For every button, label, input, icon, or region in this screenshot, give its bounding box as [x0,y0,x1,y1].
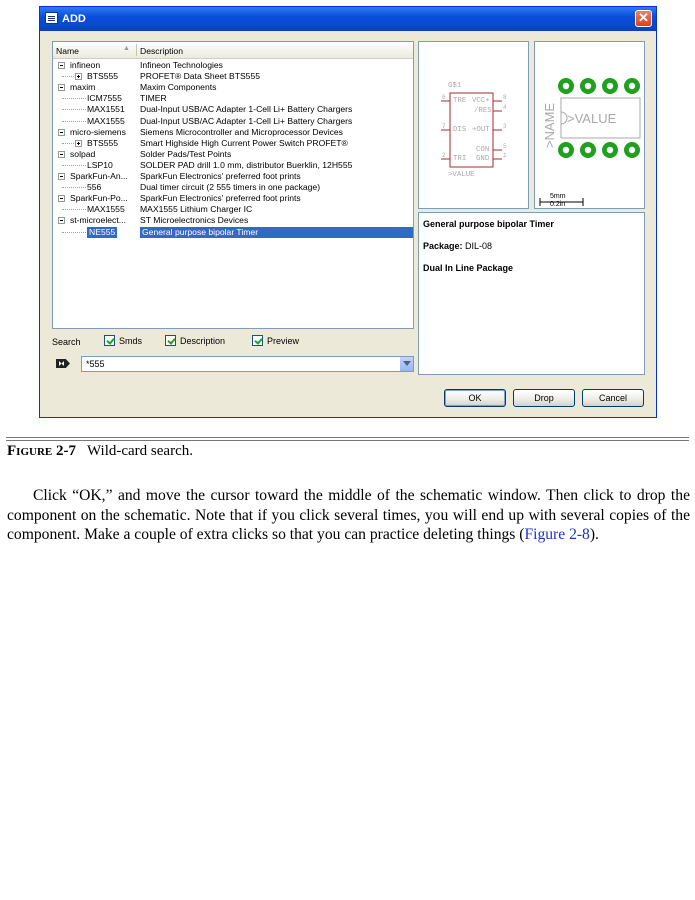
tree-row-name: maxim [70,82,96,93]
collapse-icon[interactable] [58,84,65,91]
collapse-icon[interactable] [58,129,65,136]
chevron-down-icon[interactable] [399,357,413,371]
drop-button[interactable]: Drop [513,389,575,407]
pin-label-tri: TRI [453,155,467,163]
column-header-description[interactable]: Description [140,46,183,56]
package-pad-drill [629,83,635,89]
description-title: General purpose bipolar Timer [423,219,554,229]
checkbox-checked-icon [252,335,263,346]
tree-row[interactable] [53,104,413,115]
tree-row-description: Dual-Input USB/AC Adapter 1-Cell Li+ Battery Chargers [140,104,353,115]
tree-row-description: ST Microelectronics Devices [140,215,249,226]
pin-label-tre: TRE [453,97,467,105]
tree-row-name: solpad [70,148,96,159]
package-pad-drill [563,83,569,89]
close-icon: ✕ [638,10,649,25]
tree-row[interactable] [53,71,413,82]
tree-row[interactable] [53,127,413,138]
cancel-button[interactable]: Cancel [582,389,644,407]
tree-row[interactable] [53,149,413,160]
tree-row-name: 556 [87,182,102,193]
tree-row[interactable] [53,93,413,104]
figure-number: Figure 2-7 [7,443,76,459]
checkbox-checked-icon [104,335,115,346]
scale-label-mm: 5mm [550,193,566,200]
caption-text: Wild-card search. [86,443,193,459]
paragraph-text: Click “OK,” and move the cursor toward the middle of the schematic window. Then click to drop the component on the schematic. Note that if you click several times, you will end up with several copies of the component. Make a couple of extra clicks so that you can practice deleting things ( [7,487,690,544]
collapse-icon[interactable] [58,62,65,69]
pin-number: 5 [503,143,507,150]
column-separator[interactable] [136,44,137,56]
package-pad-drill [563,147,569,153]
tree-connector [62,232,86,233]
pin-number: 7 [442,123,446,130]
figure-caption [7,443,193,460]
symbol-value: >VALUE [448,171,475,179]
package-long-name: Dual In Line Package [423,263,514,273]
smds-checkbox-label: Smds [119,336,143,346]
package-preview [534,41,645,209]
pin-number: 2 [442,152,446,159]
tree-row[interactable] [53,171,413,182]
scale-label-in: 0.2in [550,201,566,208]
collapse-icon[interactable] [58,195,65,202]
pin-number: 4 [503,104,507,111]
collapse-icon[interactable] [58,173,65,180]
tree-row-description: PROFET® Data Sheet BTS555 [140,71,261,82]
pin-label-vcc: VCC+ [472,97,490,105]
package-value: DIL-08 [465,241,493,251]
pin-number: 8 [503,94,507,101]
package-pad-drill [607,83,613,89]
tree-row[interactable] [53,215,413,226]
clear-search-icon[interactable] [56,359,70,368]
pin-label-res: /RES [474,107,492,115]
preview-checkbox-label: Preview [267,336,300,346]
package-pad-drill [585,147,591,153]
tree-row-name: SparkFun-Po... [70,193,128,204]
tree-row-description: Siemens Microcontroller and Microprocessor Devices [140,126,343,137]
tree-row-name: MAX1555 [87,204,125,215]
pin-label-out: +OUT [472,126,490,134]
package-name-label: >NAME [542,102,558,149]
tree-row-description: Dual-Input USB/AC Adapter 1-Cell Li+ Battery Chargers [140,115,353,126]
tree-row-name: BTS555 [87,137,119,148]
tree-row[interactable] [53,193,413,204]
description-panel [418,212,645,375]
tree-row-name: MAX1551 [87,104,125,115]
column-header-name[interactable]: Name [56,46,79,56]
tree-row-description: SOLDER PAD drill 1.0 mm, distributor Buerklin, 12H555 [140,159,353,170]
tree-row-name: BTS555 [87,71,119,82]
rule-bottom [6,440,689,441]
library-tree[interactable] [52,41,414,329]
search-input[interactable]: *555 [86,359,105,369]
collapse-icon[interactable] [58,217,65,224]
paragraph-tail: ). [589,526,599,544]
tree-row-description: MAX1555 Lithium Charger IC [140,204,253,215]
tree-connector [62,187,86,188]
package-value-label: >VALUE [567,111,617,126]
tree-row[interactable] [53,82,413,93]
pin-number: 6 [442,94,446,101]
description-checkbox-label: Description [180,336,226,346]
rule-top [6,437,689,438]
tree-connector [62,209,86,210]
tree-row[interactable] [53,204,413,215]
tree-row-description: TIMER [140,93,167,104]
pin-label-con: CON [476,146,490,154]
package-label: Package: [423,241,463,251]
pin-label-dis: DIS [453,126,467,134]
symbol-name: G$1 [448,82,462,90]
search-combobox[interactable] [81,356,414,372]
tree-row-description: Dual timer circuit (2 555 timers in one package) [140,182,321,193]
tree-row[interactable] [53,227,413,238]
tree-row-description: SparkFun Electronics' preferred foot prints [140,171,301,181]
tree-row-name: MAX1555 [87,115,125,126]
package-pad-drill [629,147,635,153]
tree-row-name: micro-siemens [70,126,126,137]
tree-row-name: SparkFun-An... [70,171,128,181]
tree-row-description: General purpose bipolar Timer [140,227,414,238]
window-icon [45,12,58,24]
dialog-titlebar[interactable] [40,7,656,31]
expand-icon[interactable] [75,73,82,80]
tree-row[interactable] [53,138,413,149]
pin-number: 1 [503,152,507,159]
pin-label-gnd: GND [476,155,490,163]
tree-row-description: Infineon Technologies [140,60,223,70]
tree-row-name: NE555 [89,226,116,237]
add-dialog [39,6,657,418]
sort-ascending-icon: ▲ [123,45,130,52]
tree-connector [62,76,74,77]
symbol-preview [418,41,529,209]
tree-row-description: Maxim Components [140,82,217,93]
ok-button[interactable]: OK [444,389,506,407]
expand-icon[interactable] [75,140,82,147]
tree-row-description: SparkFun Electronics' preferred foot prints [140,193,301,204]
tree-row-name: LSP10 [87,159,113,170]
pin-number: 3 [503,123,507,130]
tree-header [53,42,413,59]
tree-connector [62,109,86,110]
tree-row-name: st-microelect... [70,215,126,226]
tree-connector [62,143,74,144]
dialog-title: ADD [62,13,86,25]
figure-link[interactable]: Figure 2-8 [524,526,590,544]
tree-row-description: Smart Highside High Current Power Switch PROFET® [140,137,348,148]
tree-row[interactable] [53,60,413,71]
tree-row[interactable] [53,116,413,127]
tree-row-name: infineon [70,60,101,70]
checkbox-checked-icon [165,335,176,346]
tree-connector [62,165,86,166]
symbol-graphic [419,42,528,208]
tree-connector [62,121,86,122]
body-paragraph [7,486,690,545]
tree-connector [62,98,86,99]
close-button[interactable] [635,10,652,27]
tree-row[interactable] [53,160,413,171]
search-label: Search [52,337,81,347]
package-pad-drill [585,83,591,89]
tree-row[interactable] [53,182,413,193]
package-pad-drill [607,147,613,153]
tree-row-description: Solder Pads/Test Points [140,148,232,159]
package-info [423,241,492,251]
collapse-icon[interactable] [58,151,65,158]
tree-row-name: ICM7555 [87,93,122,104]
